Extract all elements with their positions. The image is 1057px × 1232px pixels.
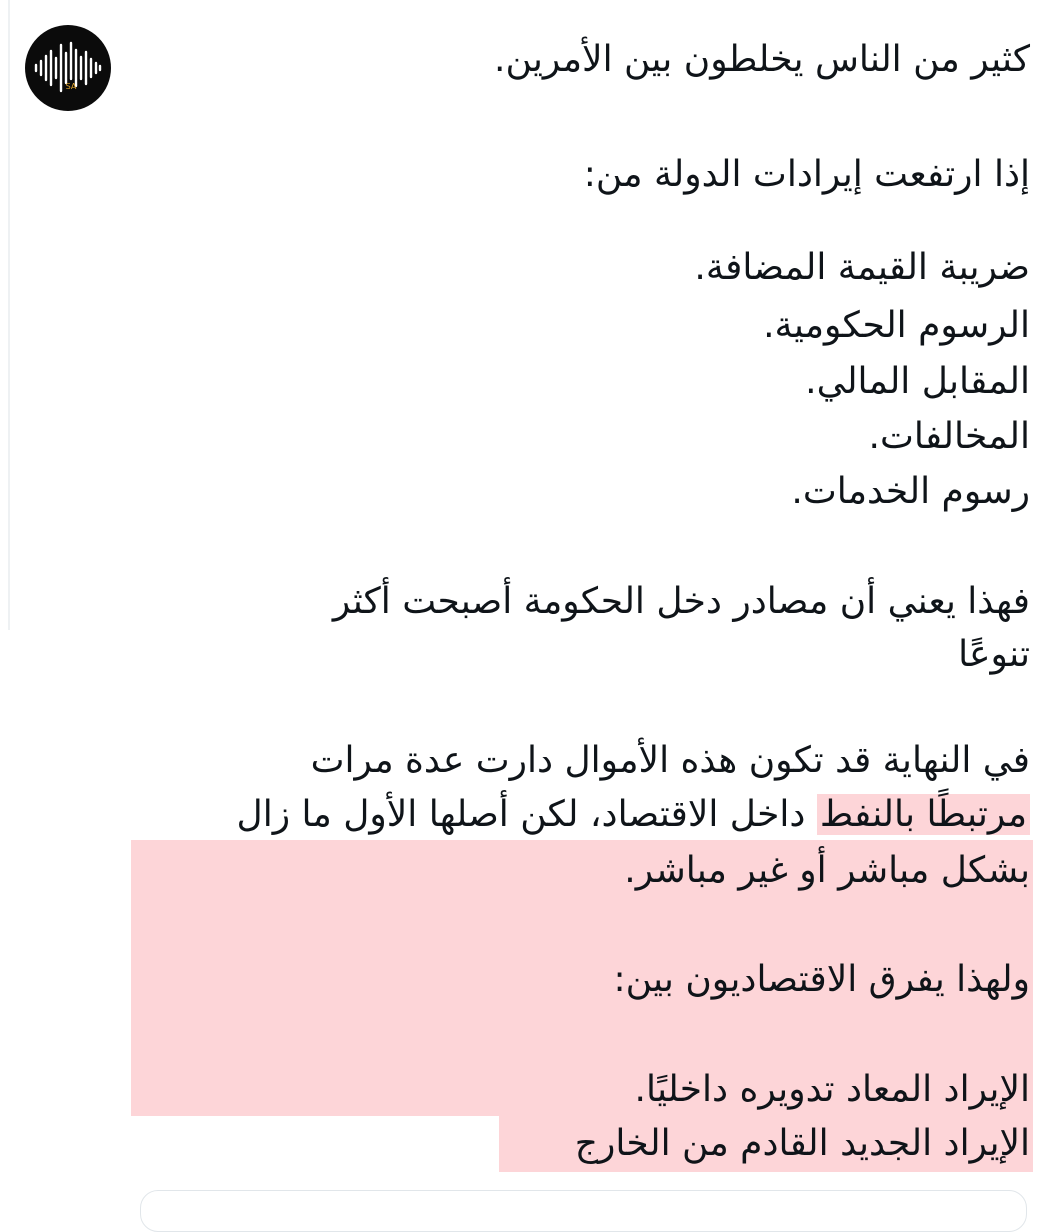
post-text-line: ضريبة القيمة المضافة. bbox=[694, 247, 1030, 288]
post-text-line: كثير من الناس يخلطون بين الأمرين. bbox=[494, 39, 1030, 80]
post-text-line: في النهاية قد تكون هذه الأموال دارت عدة مرات bbox=[310, 740, 1030, 781]
highlighted-text: مرتبطًا بالنفط bbox=[817, 794, 1030, 835]
post-text-line: المخالفات. bbox=[868, 416, 1030, 457]
post-text-line: الإيراد الجديد القادم من الخارج bbox=[574, 1123, 1030, 1164]
post-text-line: فهذا يعني أن مصادر دخل الحكومة أصبحت أكثر bbox=[332, 581, 1030, 622]
post-text-line: بشكل مباشر أو غير مباشر. bbox=[624, 850, 1030, 891]
post-text-line: المقابل المالي. bbox=[805, 361, 1030, 402]
post-text-line: ولهذا يفرق الاقتصاديون بين: bbox=[613, 959, 1030, 1000]
post-text-line: رسوم الخدمات. bbox=[791, 471, 1030, 512]
post-text-line bbox=[237, 787, 1030, 843]
post-text-line: تنوعًا bbox=[958, 634, 1030, 675]
post-text-line: الإيراد المعاد تدويره داخليًا. bbox=[634, 1069, 1030, 1110]
post-text-line: الرسوم الحكومية. bbox=[763, 305, 1030, 346]
post-text-segment: داخل الاقتصاد، لكن أصلها الأول ما زال bbox=[236, 794, 806, 835]
quoted-card[interactable] bbox=[140, 1190, 1027, 1232]
avatar-initials: SA bbox=[65, 82, 77, 91]
post-text-line: إذا ارتفعت إيرادات الدولة من: bbox=[583, 154, 1030, 195]
